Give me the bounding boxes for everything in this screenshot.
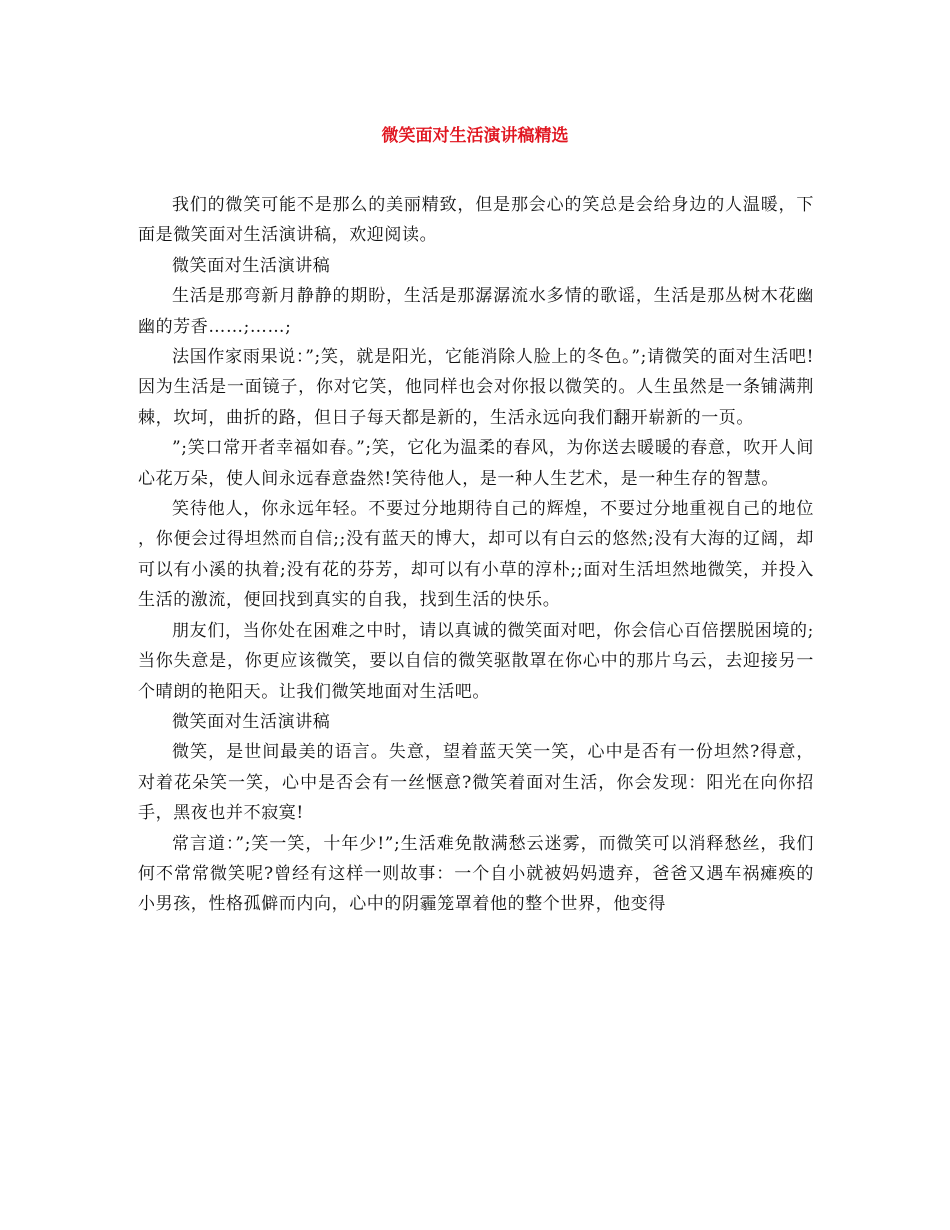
paragraph: 朋友们，当你处在困难之中时，请以真诚的微笑面对吧，你会信心百倍摆脱困境的;当你失意是，你更应该微笑，要以自信的微笑驱散罩在你心中的那片乌云，去迎接另一个晴朗的艳阳天。让我们微笑地面对生活吧。	[138, 620, 814, 702]
paragraph: ”;笑口常开者幸福如春。”;笑，它化为温柔的春风，为你送去暖暖的春意，吹开人间心花万朵，使人间永远春意盎然!笑待他人，是一种人生艺术，是一种生存的智慧。	[138, 438, 814, 489]
document-title: 微笑面对生活演讲稿精选	[381, 126, 569, 146]
paragraph: 法国作家雨果说：”;笑，就是阳光，它能消除人脸上的冬色。”;请微笑的面对生活吧!因为生活是一面镜子，你对它笑，他同样也会对你报以微笑的。人生虽然是一条铺满荆棘，坎坷，曲折的路，但日子每天都是新的，生活永远向我们翻开崭新的一页。	[138, 347, 814, 428]
paragraph: 微笑，是世间最美的语言。失意，望着蓝天笑一笑，心中是否有一份坦然?得意，对着花朵笑一笑，心中是否会有一丝惬意?微笑着面对生活，你会发现：阳光在向你招手，黑夜也并不寂寞!	[138, 742, 814, 824]
paragraph: 常言道：”;笑一笑，十年少!”;生活难免散满愁云迷雾，而微笑可以消释愁丝，我们何不常常微笑呢?曾经有这样一则故事：一个自小就被妈妈遗弃，爸爸又遇车祸瘫痪的小男孩，性格孤僻而内向，心中的阴霾笼罩着他的整个世界，他变得	[138, 833, 814, 915]
paragraph: 笑待他人，你永远年轻。不要过分地期待自己的辉煌，不要过分地重视自己的地位，你便会过得坦然而自信;;没有蓝天的博大，却可以有白云的悠然;没有大海的辽阔，却可以有小溪的执着;没有花的芬芳，却可以有小草的淳朴;;面对生活坦然地微笑，并投入生活的激流，便回找到真实的自我，找到生活的快乐。	[138, 499, 814, 611]
section-heading: 微笑面对生活演讲稿	[172, 711, 331, 732]
paragraph: 生活是那弯新月静静的期盼，生活是那潺潺流水多情的歌谣，生活是那丛树木花幽幽的芳香……;……;	[138, 286, 814, 337]
section-heading: 微笑面对生活演讲稿	[172, 255, 331, 276]
document-body	[138, 190, 814, 920]
paragraph-intro: 我们的微笑可能不是那么的美丽精致，但是那会心的笑总是会给身边的人温暖，下面是微笑面对生活演讲稿，欢迎阅读。	[138, 195, 814, 246]
